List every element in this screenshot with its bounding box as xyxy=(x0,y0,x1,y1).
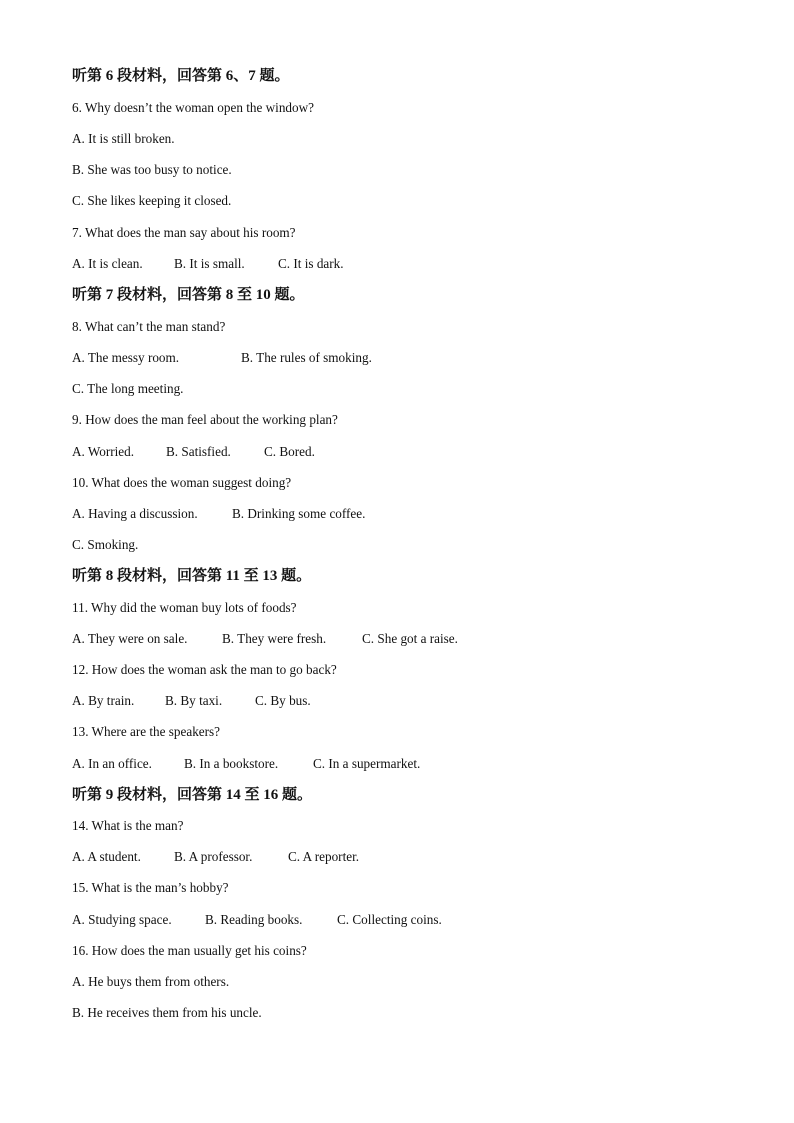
option-a: A. By train. xyxy=(72,693,135,708)
option-c: C. By bus. xyxy=(255,693,311,708)
question-stem: 7. What does the man say about his room? xyxy=(72,225,296,240)
option-b: B. They were fresh. xyxy=(222,631,327,646)
question-stem: 16. How does the man usually get his coins? xyxy=(72,943,307,958)
option-a: A. Having a discussion. xyxy=(72,506,198,521)
option-b: B. The rules of smoking. xyxy=(241,350,372,365)
question-stem: 11. Why did the woman buy lots of foods? xyxy=(72,600,297,615)
option-a: A. In an office. xyxy=(72,756,152,771)
option-a: A. They were on sale. xyxy=(72,631,188,646)
question-stem: 12. How does the woman ask the man to go back? xyxy=(72,662,337,677)
question-stem: 10. What does the woman suggest doing? xyxy=(72,475,292,490)
option-b: B. Satisfied. xyxy=(166,444,231,459)
question-stem: 8. What can’t the man stand? xyxy=(72,319,226,334)
section-heading: 听第 9 段材料，回答第 14 至 16 题。 xyxy=(72,787,313,803)
option-b: B. Drinking some coffee. xyxy=(232,506,366,521)
option-b: B. A professor. xyxy=(174,849,253,864)
option-c: C. Smoking. xyxy=(72,537,139,552)
option-c: C. The long meeting. xyxy=(72,381,184,396)
option-c: C. Bored. xyxy=(264,444,315,459)
question-stem: 6. Why doesn’t the woman open the window? xyxy=(72,100,314,115)
option-b: B. She was too busy to notice. xyxy=(72,162,232,177)
option-b: B. In a bookstore. xyxy=(184,756,279,771)
question-stem: 13. Where are the speakers? xyxy=(72,724,221,739)
option-b: B. He receives them from his uncle. xyxy=(72,1005,262,1020)
option-a: A. Worried. xyxy=(72,444,135,459)
option-a: A. It is still broken. xyxy=(72,131,175,146)
option-c: C. A reporter. xyxy=(288,849,360,864)
option-c: C. She likes keeping it closed. xyxy=(72,193,232,208)
option-c: C. It is dark. xyxy=(278,256,344,271)
option-c: C. Collecting coins. xyxy=(337,912,442,927)
question-stem: 14. What is the man? xyxy=(72,818,184,833)
option-b: B. By taxi. xyxy=(165,693,223,708)
section-heading: 听第 6 段材料，回答第 6、7 题。 xyxy=(72,68,290,84)
option-a: A. Studying space. xyxy=(72,912,172,927)
section-heading: 听第 8 段材料，回答第 11 至 13 题。 xyxy=(72,568,312,584)
question-stem: 9. How does the man feel about the working plan? xyxy=(72,412,338,427)
option-b: B. Reading books. xyxy=(205,912,303,927)
option-b: B. It is small. xyxy=(174,256,245,271)
option-a: A. A student. xyxy=(72,849,141,864)
option-a: A. The messy room. xyxy=(72,350,180,365)
option-c: C. In a supermarket. xyxy=(313,756,421,771)
option-a: A. He buys them from others. xyxy=(72,974,230,989)
option-c: C. She got a raise. xyxy=(362,631,458,646)
option-a: A. It is clean. xyxy=(72,256,143,271)
section-heading: 听第 7 段材料，回答第 8 至 10 题。 xyxy=(72,287,305,303)
question-stem: 15. What is the man’s hobby? xyxy=(72,880,229,895)
